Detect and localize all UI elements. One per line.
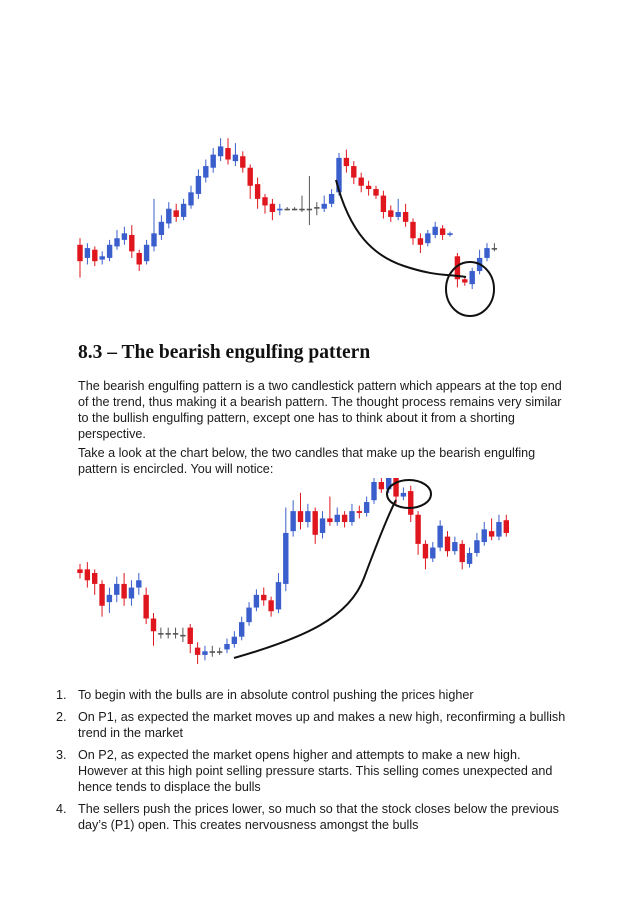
candle-body	[401, 493, 406, 497]
candle-body	[320, 518, 325, 533]
candle-body	[239, 622, 244, 637]
candle-body	[470, 271, 475, 284]
chart-1-trend-line	[336, 180, 466, 277]
candle-body	[492, 248, 497, 250]
candle-body	[151, 233, 156, 246]
candle-body	[195, 648, 200, 655]
candle-body	[277, 209, 282, 211]
candle-body	[504, 520, 509, 533]
candle-body	[114, 238, 119, 246]
candle-body	[298, 511, 303, 522]
candle-body	[379, 482, 384, 489]
candle-body	[447, 233, 452, 235]
candle-body	[410, 222, 415, 238]
candle-body	[188, 192, 193, 205]
candle-body	[248, 168, 253, 186]
candle-body	[77, 569, 82, 573]
candle-body	[166, 209, 171, 224]
candle-body	[440, 228, 445, 235]
candle-body	[217, 651, 222, 653]
candle-body	[329, 194, 334, 204]
observation-text: On P1, as expected the market moves up and makes a new high, reconfirming a bullish trend in the market	[78, 710, 566, 740]
candlestick-chart-1	[74, 124, 514, 320]
candle-body	[292, 209, 297, 211]
candle-body	[211, 155, 216, 168]
candle-body	[403, 212, 408, 222]
candle-body	[335, 515, 340, 522]
candle-body	[254, 595, 259, 608]
candle-body	[92, 250, 97, 261]
candle-body	[173, 633, 178, 635]
chart-1-candles	[77, 138, 497, 289]
candle-body	[299, 209, 304, 211]
candle-body	[270, 204, 275, 212]
chart-2-candles	[77, 478, 509, 664]
candle-body	[307, 209, 312, 211]
candle-body	[408, 491, 413, 515]
candle-body	[92, 573, 97, 584]
candle-body	[460, 544, 465, 562]
candle-body	[158, 633, 163, 635]
intro-paragraph: The bearish engulfing pattern is a two candlestick pattern which appears at the top end of the trend, thus making it a bearish pattern. The thought process remains very similar to the bullish engulfing pattern, except one has to think about it from a shorting perspective.	[78, 379, 562, 441]
candle-body	[437, 526, 442, 548]
candle-body	[144, 245, 149, 261]
candle-body	[489, 531, 494, 536]
candle-body	[246, 608, 251, 623]
observation-number: 3.	[56, 748, 67, 762]
candle-body	[496, 522, 501, 537]
candle-body	[262, 197, 267, 205]
observation-number: 1.	[56, 688, 67, 702]
candle-body	[276, 582, 281, 609]
candle-body	[388, 210, 393, 217]
candle-body	[188, 628, 193, 644]
candle-body	[366, 186, 371, 189]
candle-body	[107, 595, 112, 602]
candle-body	[196, 176, 201, 194]
candle-body	[225, 148, 230, 159]
candle-body	[224, 644, 229, 649]
candle-body	[232, 637, 237, 644]
candle-body	[240, 156, 245, 167]
candle-body	[129, 588, 134, 599]
candle-body	[433, 227, 438, 235]
candle-body	[344, 158, 349, 166]
candle-body	[151, 619, 156, 632]
candle-body	[445, 537, 450, 552]
candle-body	[351, 166, 356, 177]
observation-list	[56, 687, 566, 839]
candle-body	[283, 533, 288, 584]
candle-body	[474, 540, 479, 553]
candle-body	[290, 511, 295, 531]
candle-body	[107, 245, 112, 258]
candle-body	[393, 478, 398, 497]
candle-body	[462, 279, 467, 282]
candle-body	[482, 529, 487, 542]
candlestick-chart-2	[74, 478, 526, 670]
candle-body	[218, 146, 223, 156]
candle-body	[77, 245, 82, 261]
candle-body	[327, 518, 332, 522]
section-heading: 8.3 – The bearish engulfing pattern	[78, 342, 371, 363]
candle-body	[174, 210, 179, 217]
candle-body	[313, 511, 318, 535]
observation-item	[56, 709, 566, 741]
candle-body	[359, 178, 364, 186]
candle-body	[203, 166, 208, 177]
candle-body	[322, 204, 327, 209]
candle-body	[129, 235, 134, 251]
candle-body	[261, 595, 266, 600]
observation-number: 2.	[56, 710, 67, 724]
observation-text: To begin with the bulls are in absolute control pushing the prices higher	[78, 688, 474, 702]
candle-body	[371, 482, 376, 500]
candle-body	[415, 515, 420, 544]
candle-body	[268, 600, 273, 611]
candle-body	[396, 212, 401, 217]
chart-intro-paragraph: Take a look at the chart below, the two candles that make up the bearish engulfing pattern is encircled. You will notice:	[78, 446, 536, 476]
candle-body	[121, 584, 126, 599]
observation-number: 4.	[56, 802, 67, 816]
candle-body	[166, 633, 171, 635]
candle-body	[349, 511, 354, 522]
observation-text: The sellers push the prices lower, so much so that the stock closes below the previous day’s (P1) open. This creates nervousness amongst the bulls	[78, 802, 559, 832]
candle-body	[85, 569, 90, 580]
candle-body	[210, 651, 215, 653]
candle-body	[305, 511, 310, 522]
observation-item	[56, 801, 566, 833]
candle-body	[100, 256, 105, 259]
candle-body	[285, 209, 290, 211]
candle-body	[425, 233, 430, 243]
candle-body	[423, 544, 428, 559]
candle-body	[373, 189, 378, 196]
candle-body	[381, 196, 386, 212]
candle-body	[467, 553, 472, 564]
candle-body	[202, 651, 207, 655]
candle-body	[136, 580, 141, 587]
candle-body	[233, 155, 238, 162]
candle-body	[484, 248, 489, 258]
observation-item	[56, 687, 566, 703]
candle-body	[159, 222, 164, 235]
candle-body	[122, 233, 127, 240]
candle-body	[143, 595, 148, 619]
candle-body	[99, 584, 104, 606]
candle-body	[418, 238, 423, 245]
candle-body	[364, 502, 369, 513]
candle-body	[137, 253, 142, 264]
chart-1-engulfing-circle	[446, 262, 494, 316]
observation-text: On P2, as expected the market opens higher and attempts to make a new high. However at this high point selling pressure starts. This selling comes unexpected and hence tends to displace the bulls	[78, 748, 553, 794]
observation-item	[56, 747, 566, 795]
candle-body	[314, 207, 319, 209]
candle-body	[255, 184, 260, 199]
candle-body	[430, 548, 435, 559]
candle-body	[342, 515, 347, 522]
candle-body	[85, 248, 90, 258]
candle-body	[114, 584, 119, 595]
candle-body	[181, 204, 186, 217]
candle-body	[357, 511, 362, 513]
candle-body	[180, 635, 185, 637]
candle-body	[452, 542, 457, 551]
